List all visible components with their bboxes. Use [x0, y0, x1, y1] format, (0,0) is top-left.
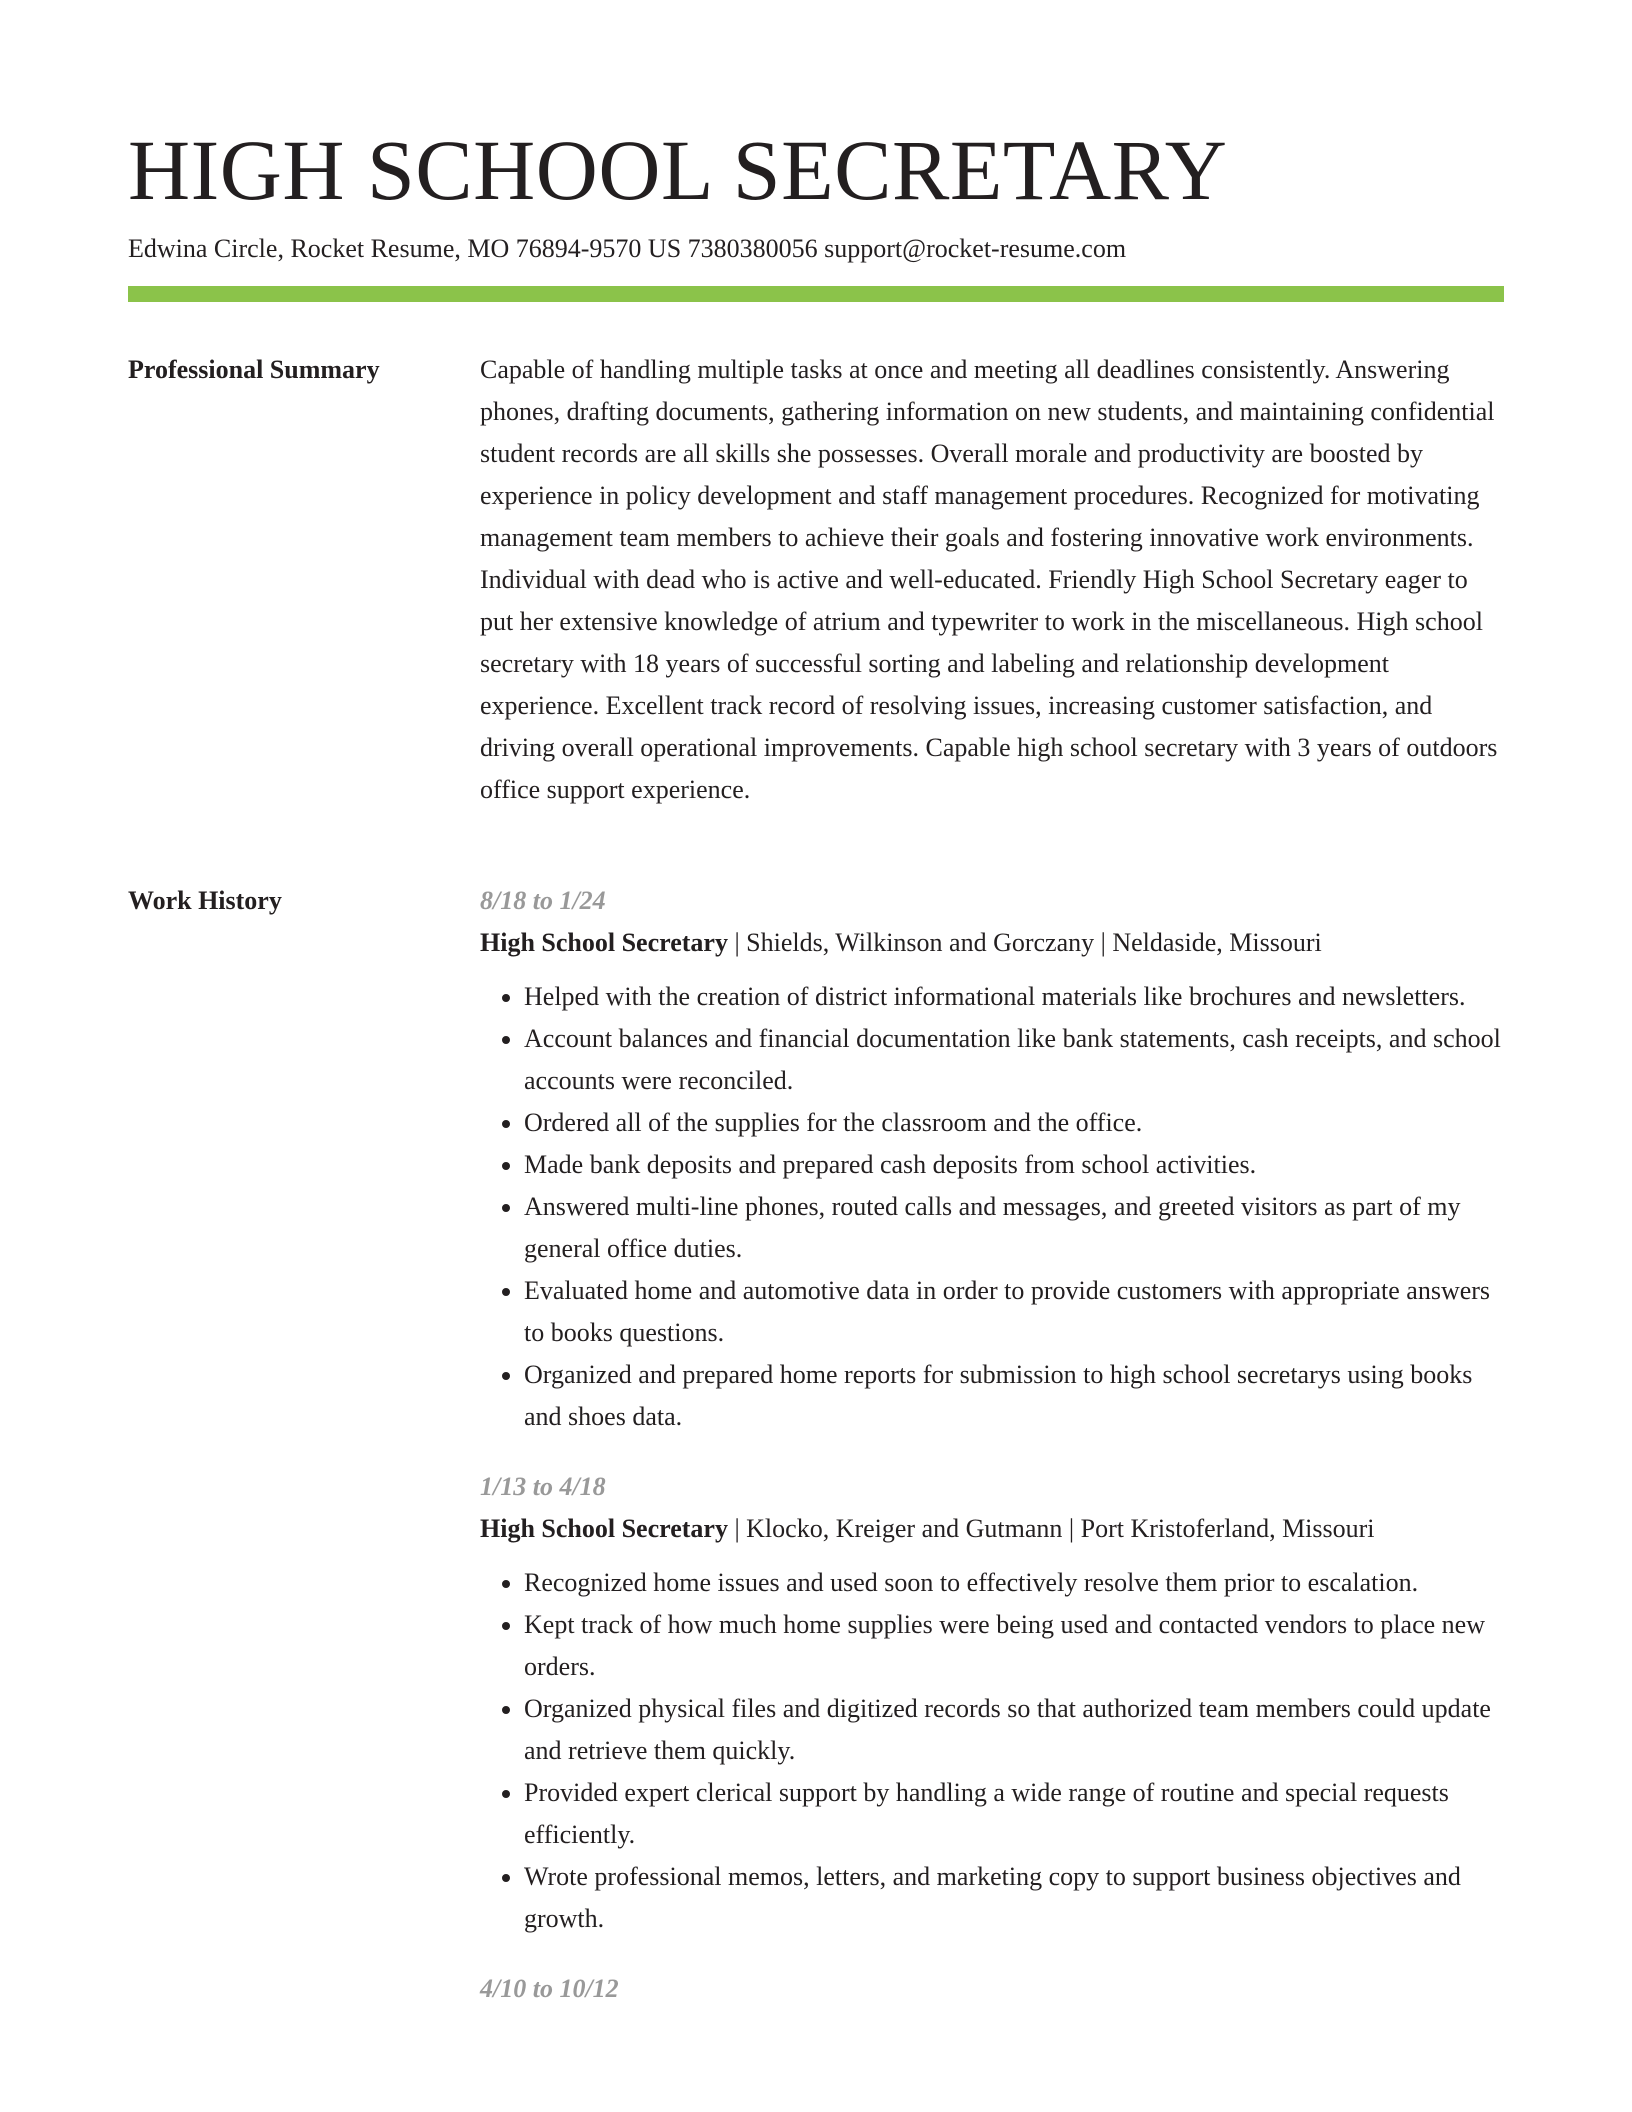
contact-address: Edwina Circle, Rocket Resume, MO 76894-9570 US — [128, 234, 682, 263]
job-duties-list — [480, 1562, 1504, 1940]
header-divider — [128, 286, 1504, 302]
job-employer-location: | Klocko, Kreiger and Gutmann | Port Kristoferland, Missouri — [727, 1514, 1375, 1543]
job-entry — [480, 880, 1504, 1438]
job-duty-item: • Provided expert clerical support by handling a wide range of routine and special requests efficiently. — [524, 1772, 1504, 1856]
job-duty-item: • Kept track of how much home supplies were being used and contacted vendors to place new orders. — [524, 1604, 1504, 1688]
summary-text: Capable of handling multiple tasks at once and meeting all deadlines consistently. Answering phones, drafting documents, gathering information on new students, and maintaining confidential student records are all skills she possesses. Overall morale and productivity are boosted by experience in policy development and staff management procedures. Recognized for motivating management team members to achieve their goals and fostering innovative work environments. Individual with dead who is active and well-educated. Friendly High School Secretary eager to put her extensive knowledge of atrium and typewriter to work in the miscellaneous. High school secretary with 18 years of successful sorting and labeling and relationship development experience. Excellent track record of resolving issues, increasing customer satisfaction, and driving overall operational improvements. Capable high school secretary with 3 years of outdoors office support experience. — [480, 355, 1498, 804]
job-duty-item: • Ordered all of the supplies for the classroom and the office. — [524, 1102, 1504, 1144]
resume-name: HIGH SCHOOL SECRETARY — [128, 122, 1228, 218]
job-duty-item: • Helped with the creation of district informational materials like brochures and newsletters. — [524, 976, 1504, 1018]
summary-label: Professional Summary — [128, 355, 380, 384]
job-title: High School Secretary — [480, 928, 728, 957]
contact-email: support@rocket-resume.com — [824, 234, 1127, 263]
job-dates: 1/13 to 4/18 — [480, 1472, 606, 1501]
job-heading — [480, 1508, 1504, 1550]
job-duty-item: • Recognized home issues and used soon to effectively resolve them prior to escalation. — [524, 1562, 1504, 1604]
contact-line — [128, 231, 1126, 267]
job-entry — [480, 1968, 1504, 2010]
job-heading — [480, 922, 1504, 964]
job-duty-item: • Organized physical files and digitized records so that authorized team members could update and retrieve them quickly. — [524, 1688, 1504, 1772]
job-duty-item: • Evaluated home and automotive data in order to provide customers with appropriate answers to books questions. — [524, 1270, 1504, 1354]
summary-body — [480, 349, 1504, 811]
contact-phone: 7380380056 — [687, 234, 818, 263]
job-duty-item: • Account balances and financial documentation like bank statements, cash receipts, and school accounts were reconciled. — [524, 1018, 1504, 1102]
job-duty-item: • Wrote professional memos, letters, and marketing copy to support business objectives and growth. — [524, 1856, 1504, 1940]
job-duty-item: • Organized and prepared home reports for submission to high school secretarys using books and shoes data. — [524, 1354, 1504, 1438]
job-entry — [480, 1466, 1504, 1940]
job-dates: 8/18 to 1/24 — [480, 886, 606, 915]
work-history-body — [480, 880, 1504, 2038]
job-dates: 4/10 to 10/12 — [480, 1974, 619, 2003]
job-duties-list — [480, 976, 1504, 1438]
work-history-label: Work History — [128, 886, 282, 915]
job-employer-location: | Shields, Wilkinson and Gorczany | Neldaside, Missouri — [727, 928, 1322, 957]
job-duty-item: • Answered multi-line phones, routed calls and messages, and greeted visitors as part of my general office duties. — [524, 1186, 1504, 1270]
job-duty-item: • Made bank deposits and prepared cash deposits from school activities. — [524, 1144, 1504, 1186]
job-title: High School Secretary — [480, 1514, 728, 1543]
